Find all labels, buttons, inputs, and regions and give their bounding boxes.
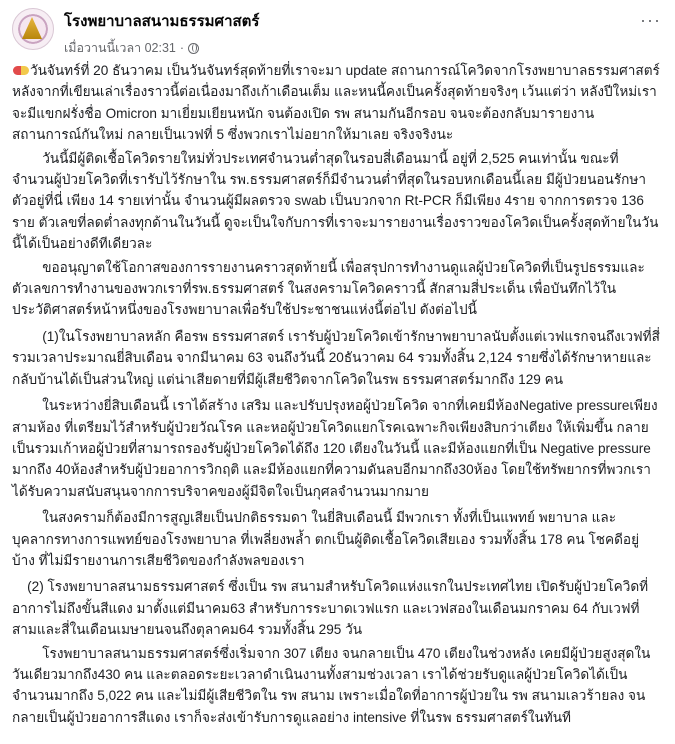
- post-timestamp[interactable]: เมื่อวานนี้เวลา 02:31: [64, 41, 176, 55]
- post-header: [12, 6, 665, 56]
- globe-icon: [188, 43, 199, 54]
- post-paragraph: วันจันทร์ที่ 20 ธันวาคม เป็นวันจันทร์สุดท้ายที่เราจะมา update สถานการณ์โควิดจากโรงพยาบาลธรรมศาสตร์ หลังจากที่เขียนเล่าเรื่องราวนี้ต่อเนื่องมาถึงเก้าเดือนเต็ม และหนนี้คงเป็นครั้งสุดท้ายจริงๆ เว้นแต่ว่า หลังปีใหม่เราจะมีแขกฝรั่งชื่อ Omicron มาเยี่ยมเยียนหนัก จนต้องเปิด รพ สนามกันอีกรอบ จนจะต้องกลับมารายงานสถานการณ์กันใหม่ กลายเป็นเวฟที่ 5 ซึ่งพวกเราไม่อยากให้มาเลย จริงจริงนะ: [12, 63, 664, 143]
- post-paragraph: ขออนุญาตใช้โอกาสของการรายงานคราวสุดท้ายนี้ เพื่อสรุปการทำงานดูแลผู้ป่วยโควิดที่เป็นรูปธรรมและตัวเลขการทำงานของพวกเราที่รพ.ธรรมศาสตร์ ในสงครามโควิดคราวนี้ สักสามสี่ประเด็น เพื่อบันทึกไว้ในประวัติศาสตร์หน้าหนึ่งของโรงพยาบาลเพื่อรับใช้ประชาชนแห่งนี้ต่อไป ดังต่อไปนี้: [12, 259, 645, 318]
- post-body: [12, 60, 664, 728]
- post-meta: [64, 6, 259, 58]
- post-paragraph: (2) โรงพยาบาลสนามธรรมศาสตร์ ซึ่งเป็น รพ สนามสำหรับโควิดแห่งแรกในประเทศไทย เปิดรับผู้ป่วยโควิดที่อาการไม่ถึงขั้นสีแดง มาตั้งแต่มีนาคม63 สำหรับการระบาดเวฟแรก และเวฟสองในเดือนมกราคม 64 กับเวฟที่สามและสี่ในเดือนเมษายนจนถึงตุลาคม64 รวมทั้งสิ้น 295 วัน: [12, 579, 649, 638]
- post-paragraph: วันนี้มีผู้ติดเชื้อโควิดรายใหม่ทั่วประเทศจำนวนต่ำสุดในรอบสี่เดือนมานี้ อยู่ที่ 2,525 คนเท่านั้น ขณะที่จำนวนผู้ป่วยโควิดที่เรารับไว้รักษาใน รพ.ธรรมศาสตร์ก็มีจำนวนต่ำที่สุดในรอบหกเดือนนี้เลย มีผู้ป่วยนอนรักษาตัวอยู่ที่นี่ เพียง 14 รายเท่านั้น จำนวนผู้มีผลตรวจ swab เป็นบวกจาก Rt-PCR ก็มีเพียง 4ราย จากการตรวจ 136 ราย ตัวเลขที่ลดต่ำลงทุกด้านในวันนี้ ดูจะเป็นใจกับการที่เราจะมารายงานเรื่องราวของโควิดเป็นครั้งสุดท้ายในวันนี้ได้เป็นอย่างดีทีเดียวละ: [12, 150, 659, 252]
- post-paragraph: ในสงครามก็ต้องมีการสูญเสียเป็นปกติธรรมดา ในยี่สิบเดือนนี้ มีพวกเรา ทั้งที่เป็นแพทย์ พยาบาล และบุคลากรทางการแพทย์ของโรงพยาบาล ที่เพลี่ยงพล้ำ ตกเป็นผู้ติดเชื้อโควิดเสียเอง รวมทั้งสิ้น 178 คน โชคดีอยู่บ้าง ที่ไม่มีรายงานการเสียชีวิตของกำลังพลของเรา: [12, 510, 640, 568]
- post-paragraph: ในระหว่างยี่สิบเดือนนี้ เราได้สร้าง เสริม และปรับปรุงหอผู้ป่วยโควิด จากที่เคยมีห้องNegative pressureเพียงสามห้อง ที่เตรียมไว้สำหรับผู้ป่วยวัณโรค และหอผู้ป่วยโควิดแยกโรคเฉพาะกิจเพียงสิบกว่าเตียง ให้เพิ่มขึ้น กลายเป็นรวมเก้าหอผู้ป่วยที่สามารถรองรับผู้ป่วยโควิดได้ถึง 120 เตียงในวันนี้ และมีห้องแยกที่เป็น Negative pressure มากถึง 40ห้องสำหรับผู้ป่วยอาการวิกฤติ และมีห้องแยกที่ความดันลบอีกมากถึง30ห้อง โดยใช้ทรัพยากรที่พวกเราได้รับความสนับสนุนจากการบริจาคของผู้มีจิตใจเป็นกุศลจำนวนมากมาย: [12, 398, 658, 499]
- more-options-button[interactable]: ···: [640, 10, 661, 30]
- post-subline: [64, 38, 259, 58]
- page-name-link[interactable]: โรงพยาบาลสนามธรรมศาสตร์: [64, 13, 260, 30]
- post-paragraph: โรงพยาบาลสนามธรรมศาสตร์ซึ่งเริ่มจาก 307 เตียง จนกลายเป็น 470 เตียงในช่วงหลัง เคยมีผู้ป่วยสูงสุดในวันเดียวมากถึง430 คน และตลอดระยะเวลาดำเนินงานทั้งสามช่วงเวลา เราได้ช่วยรับดูแลผู้ป่วยโควิดได้เป็นจำนวนมากถึง 5,022 คน และไม่มีผู้เสียชีวิตใน รพ สนาม เพราะเมื่อใดที่อาการผู้ป่วยใน รพ สนามเลวร้ายลง จนกลายเป็นผู้ป่วยอาการสีแดง เราก็จะส่งเข้ารับการดูแลอย่าง intensive ที่ในรพ ธรรมศาสตร์ในทันที: [12, 645, 651, 725]
- separator: ·: [179, 41, 185, 55]
- page-avatar[interactable]: [12, 8, 54, 50]
- logo-icon: [22, 17, 42, 39]
- post-paragraph: (1)ในโรงพยาบาลหลัก คือรพ ธรรมศาสตร์ เรารับผู้ป่วยโควิดเข้ารักษาพยาบาลนับตั้งแต่เวฟแรกจนถึงเวฟที่สี่ รวมเวลาประมาณยี่สิบเดือน จากมีนาคม 63 จนถึงวันนี้ 20ธันวาคม 64 รวมทั้งสิ้น 2,124 รายซึ่งได้รักษาหายและกลับบ้านได้เป็นส่วนใหญ่ แต่น่าเสียดายที่มีผู้เสียชีวิตจากโควิดในรพ ธรรมศาสตร์มากถึง 129 คน: [12, 328, 664, 387]
- pill-icon: [13, 66, 29, 75]
